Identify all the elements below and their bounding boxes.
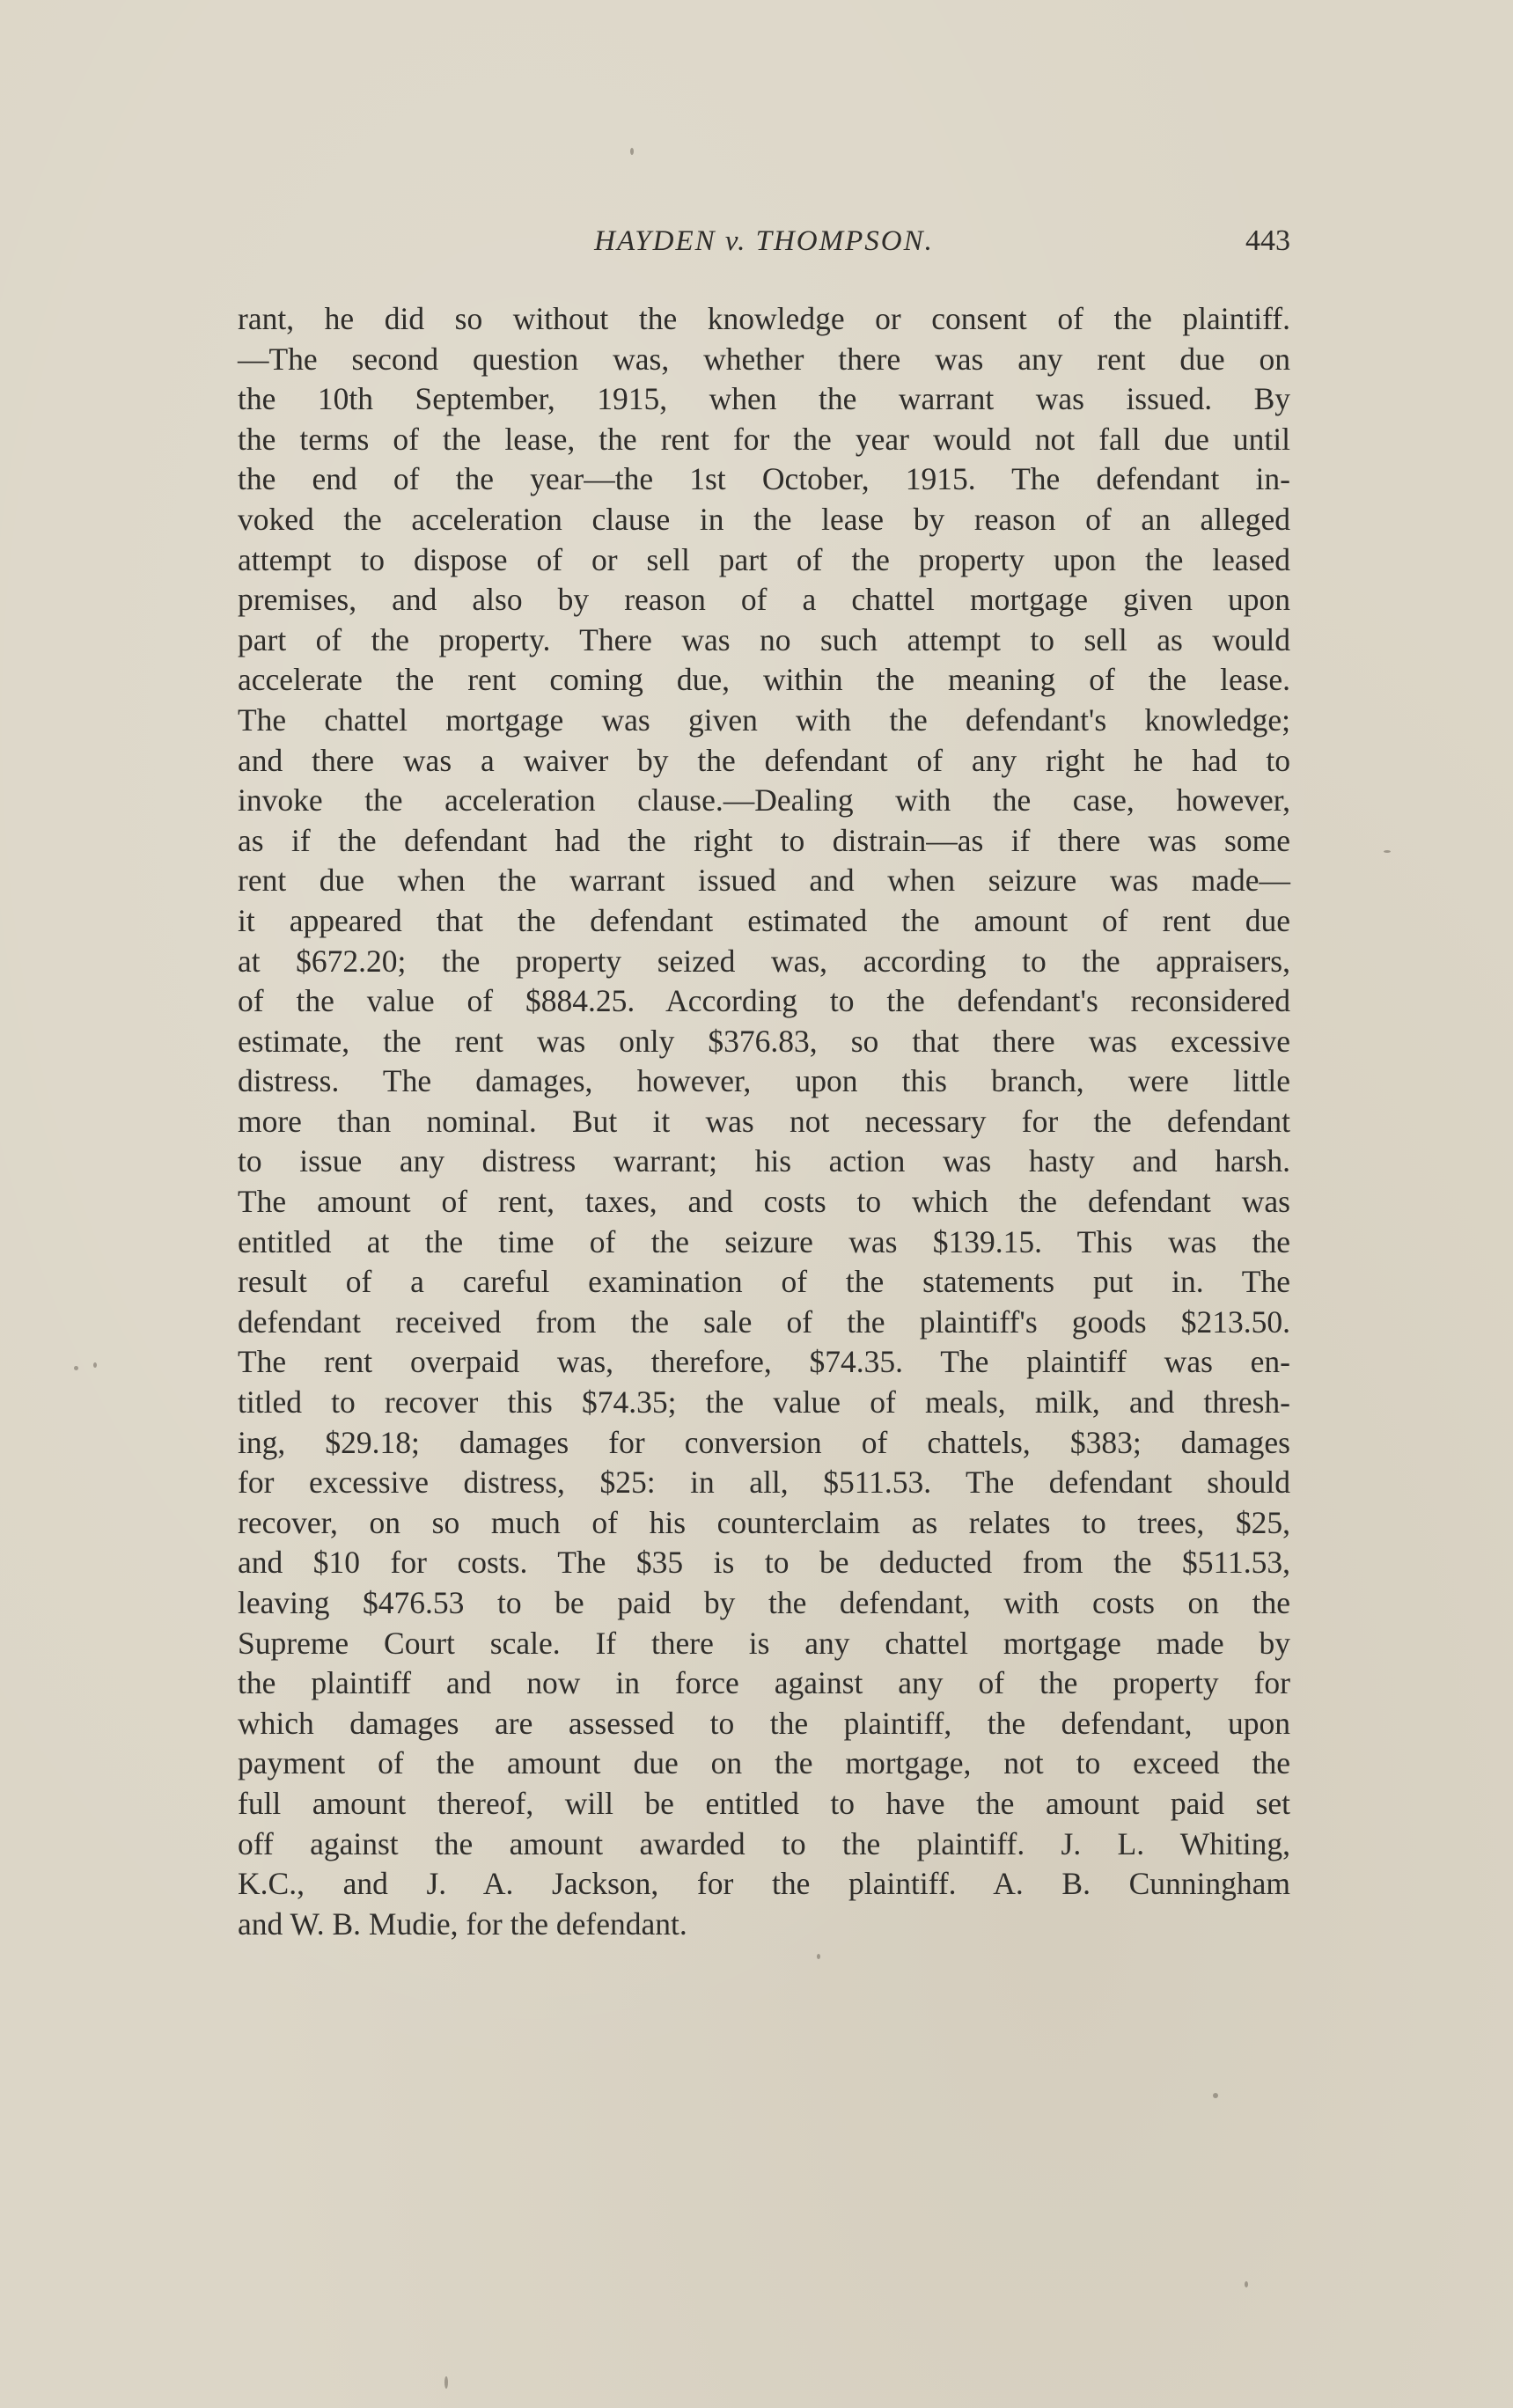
text-line: The rent overpaid was, therefore, $74.35. The plaintiff was en- [238, 1344, 1290, 1380]
text-line: to issue any distress warrant; his action was hasty and harsh. [238, 1143, 1290, 1179]
text-line: more than nominal. But it was not necessary for the defendant [238, 1103, 1290, 1139]
text-line: voked the acceleration clause in the lease by reason of an alleged [238, 501, 1290, 537]
paper-speck [630, 148, 634, 155]
text-line: payment of the amount due on the mortgage, not to exceed the [238, 1745, 1290, 1781]
text-line: The chattel mortgage was given with the defendant's knowledge; [238, 701, 1290, 738]
text-line: accelerate the rent coming due, within the meaning of the lease. [238, 662, 1290, 698]
text-line: distress. The damages, however, upon this branch, were little [238, 1063, 1290, 1099]
text-line: for excessive distress, $25: in all, $511.53. The defendant should [238, 1465, 1290, 1501]
text-line: and there was a waiver by the defendant of any right he had to [238, 742, 1290, 778]
text-line: K.C., and J. A. Jackson, for the plaintiff. A. B. Cunningham [238, 1866, 1290, 1902]
body-paragraph [238, 299, 1290, 1944]
paper-speck [1384, 850, 1391, 853]
text-line: it appeared that the defendant estimated the amount of rent due [238, 902, 1290, 938]
text-line: of the value of $884.25. According to the defendant's reconsidered [238, 983, 1290, 1019]
text-line: and W. B. Mudie, for the defendant. [238, 1905, 687, 1942]
text-line: as if the defendant had the right to distrain—as if there was some [238, 822, 1290, 858]
paper-speck [817, 1954, 820, 1959]
page-number: 443 [1245, 224, 1290, 257]
text-line: ing, $29.18; damages for conversion of chattels, $383; damages [238, 1424, 1290, 1460]
text-line: titled to recover this $74.35; the value of meals, milk, and thresh- [238, 1384, 1290, 1421]
paper-speck [93, 1362, 97, 1368]
text-line: rant, he did so without the knowledge or consent of the plaintiff. [238, 301, 1290, 336]
text-line: rent due when the warrant issued and when seizure was made— [238, 863, 1290, 899]
text-line: premises, and also by reason of a chattel mortgage given upon [238, 582, 1290, 618]
paper-speck [74, 1366, 78, 1370]
text-line: off against the amount awarded to the plaintiff. J. L. Whiting, [238, 1825, 1290, 1861]
text-line: the terms of the lease, the rent for the year would not fall due until [238, 421, 1290, 457]
text-line: result of a careful examination of the statements put in. The [238, 1264, 1290, 1300]
text-line: entitled at the time of the seizure was $139.15. This was the [238, 1223, 1290, 1259]
text-line: part of the property. There was no such attempt to sell as would [238, 621, 1290, 657]
text-line: the end of the year—the 1st October, 1915. The defendant in- [238, 461, 1290, 497]
text-line: defendant received from the sale of the plaintiff's goods $213.50. [238, 1303, 1290, 1340]
text-line: at $672.20; the property seized was, according to the appraisers, [238, 943, 1290, 979]
text-line: the 10th September, 1915, when the warrant was issued. By [238, 381, 1290, 417]
text-line: leaving $476.53 to be paid by the defendant, with costs on the [238, 1585, 1290, 1620]
text-line: estimate, the rent was only $376.83, so that there was excessive [238, 1023, 1290, 1059]
running-title: HAYDEN v. THOMPSON. [594, 225, 934, 257]
text-line: —The second question was, whether there was any rent due on [238, 341, 1290, 377]
text-line: invoke the acceleration clause.—Dealing with the case, however, [238, 782, 1290, 819]
text-line: and $10 for costs. The $35 is to be deducted from the $511.53, [238, 1545, 1290, 1581]
text-line: recover, on so much of his counterclaim as relates to trees, $25, [238, 1504, 1290, 1540]
text-line: attempt to dispose of or sell part of the property upon the leased [238, 541, 1290, 577]
paper-speck [1245, 2281, 1248, 2287]
text-line: full amount thereof, will be entitled to have the amount paid set [238, 1785, 1290, 1821]
running-header [238, 217, 1290, 266]
text-line: The amount of rent, taxes, and costs to which the defendant was [238, 1184, 1290, 1220]
text-line: the plaintiff and now in force against any of the property for [238, 1665, 1290, 1701]
text-line: which damages are assessed to the plaintiff, the defendant, upon [238, 1705, 1290, 1741]
paper-speck [1213, 2093, 1218, 2098]
paper-speck [444, 2376, 448, 2389]
text-line: Supreme Court scale. If there is any chattel mortgage made by [238, 1625, 1290, 1661]
